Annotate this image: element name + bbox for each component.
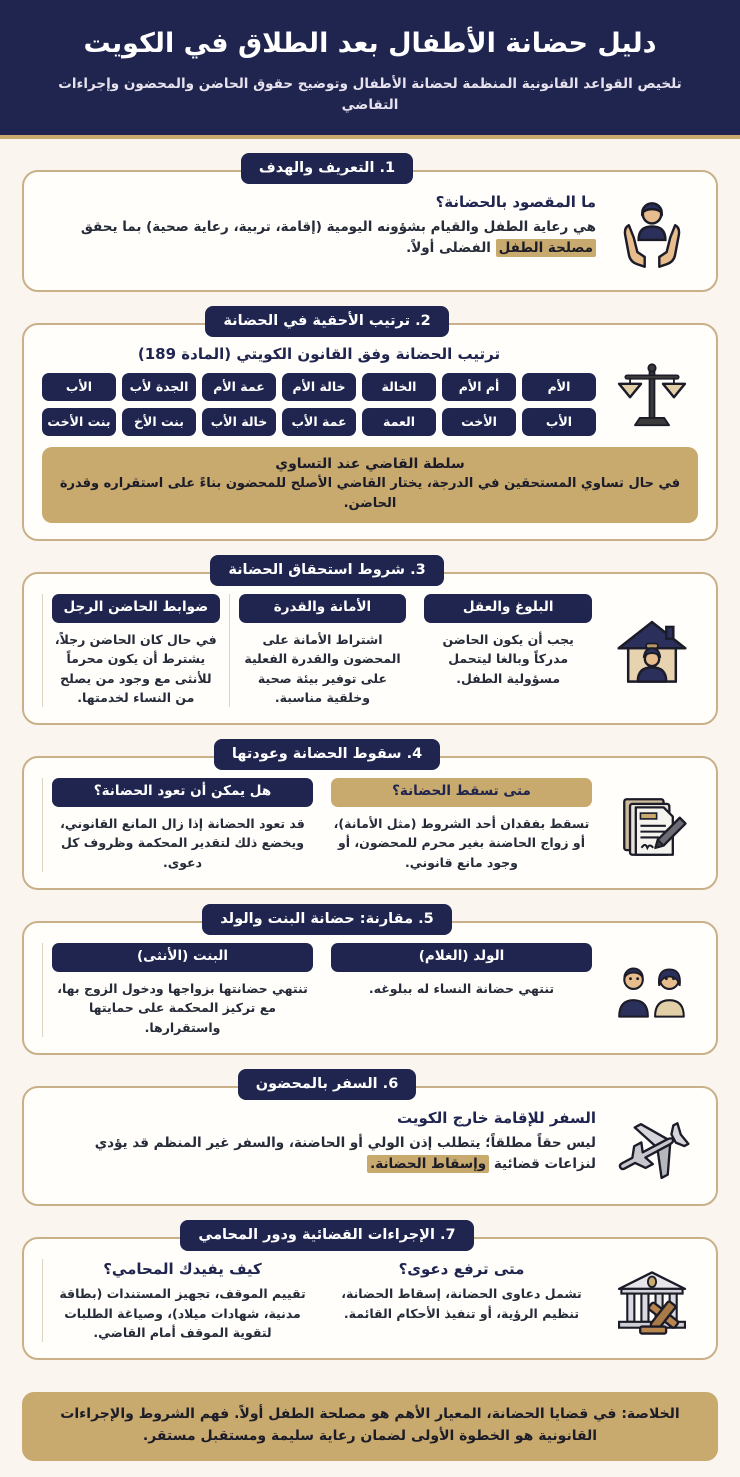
rank-chip: الخالة [362, 373, 436, 401]
rank-chip: العمة [362, 408, 436, 436]
rank-chip: الأب [522, 408, 596, 436]
section-header-comparison [22, 904, 718, 935]
courthouse-gavel-icon [606, 1259, 698, 1342]
rank-chip: الأخت [442, 408, 516, 436]
procedure-text: تشمل دعاوى الحضانة، إسقاط الحضانة، تنظيم الرؤية، أو تنفيذ الأحكام القائمة. [341, 1286, 582, 1321]
section-header-conditions [22, 555, 718, 586]
procedure-column [322, 1259, 596, 1342]
summary-bold-a: مصلحة الطفل أولاً [239, 1406, 367, 1423]
condition-column [229, 594, 416, 707]
section-procedures [22, 1220, 718, 1360]
condition-column [415, 594, 596, 707]
procedure-heading: متى ترفع دعوى؟ [398, 1260, 525, 1279]
page-header [0, 0, 740, 139]
section-forfeiture [22, 739, 718, 890]
forfeiture-column [322, 778, 596, 872]
forfeiture-text: تسقط بفقدان أحد الشروط (مثل الأمانة)، أو زواج الحاضنة بغير محرم للمحضون، أو وجود مانع قانوني. [333, 816, 590, 870]
judge-authority-title: سلطة القاضي عند التساوي [275, 456, 465, 473]
section-header-forfeiture [22, 739, 718, 770]
condition-text: اشتراط الأمانة على المحضون والقدرة الفعلية على توفير بيئة صحية وخلقية مناسبة. [244, 631, 401, 705]
section-pill-comparison: 5. مقارنة: حضانة البنت والولد [202, 904, 451, 935]
comparison-pill: البنت (الأنثى) [52, 943, 313, 972]
travel-body-pre: ليس حقاً مطلقاً؛ يتطلب إذن الولي أو الحاضنة، والسفر غير المنظم قد يؤدي لنزاعات قضائية [94, 1135, 596, 1172]
comparison-columns [42, 943, 596, 1037]
procedure-heading: كيف يفيدك المحامي؟ [103, 1260, 262, 1279]
section-conditions [22, 555, 718, 725]
forfeiture-pill: متى تسقط الحضانة؟ [331, 778, 592, 807]
rank-chip: عمة الأب [282, 408, 356, 436]
condition-column [42, 594, 229, 707]
section-comparison [22, 904, 718, 1055]
comparison-column [322, 943, 596, 1037]
summary-footer [22, 1392, 718, 1460]
house-with-person-icon [606, 594, 698, 707]
forfeiture-pill: هل يمكن أن تعود الحضانة؟ [52, 778, 313, 807]
judge-authority-box [42, 447, 698, 523]
section-ranking [22, 306, 718, 541]
ranking-chip-row-1 [42, 373, 596, 401]
sections-container [0, 139, 740, 1388]
condition-pill: البلوغ والعقل [424, 594, 592, 623]
section-pill-ranking: 2. ترتيب الأحقية في الحضانة [205, 306, 448, 337]
definition-body-post: الفضلى أولاً. [406, 239, 496, 256]
forfeiture-columns [42, 778, 596, 872]
definition-body [42, 217, 596, 259]
forfeiture-text: قد تعود الحضانة إذا زال المانع القانوني، ويخضع ذلك لتقدير المحكمة وظروف كل دعوى. [60, 816, 305, 870]
section-pill-forfeiture: 4. سقوط الحضانة وعودتها [214, 739, 440, 770]
section-card-travel [22, 1086, 718, 1206]
boy-and-girl-icon [606, 943, 698, 1037]
rank-chip: أم الأم [442, 373, 516, 401]
condition-text: يجب أن يكون الحاضن مدركاً وبالغا ليتحمل مسؤولية الطفل. [442, 631, 574, 686]
condition-text: في حال كان الحاضن رجلاً، يشترط أن يكون محرماً للأنثى مع وجود من يصلح من النساء لخدمتها. [54, 631, 217, 705]
procedure-column [42, 1259, 322, 1342]
summary-text-a: في قضايا الحضانة، المعيار الأهم هو [366, 1406, 622, 1423]
condition-pill: الأمانة والقدرة [239, 594, 407, 623]
rank-chip: خالة الأم [282, 373, 356, 401]
comparison-text: تنتهي حضانتها بزواجها ودخول الزوج بها، مع تركيز المحكمة على حمايتها واستقرارها. [57, 980, 308, 1035]
rank-chip: الأم [522, 373, 596, 401]
judge-authority-text: في حال تساوي المستحقين في الدرجة، يختار القاضي الأصلح للمحضون بناءً على استقراره وقدرة الحاضن. [59, 476, 681, 511]
section-card-comparison [22, 921, 718, 1055]
travel-title: السفر للإقامة خارج الكويت [397, 1109, 596, 1128]
documents-with-pen-icon [606, 778, 698, 872]
comparison-pill: الولد (الغلام) [331, 943, 592, 972]
condition-pill: ضوابط الحاضن الرجل [52, 594, 220, 623]
section-pill-conditions: 3. شروط استحقاق الحضانة [210, 555, 443, 586]
section-header-travel [22, 1069, 718, 1100]
definition-question: ما المقصود بالحضانة؟ [435, 193, 596, 212]
summary-text-b: . فهم الشروط والإجراءات القانونية هو الخطوة الأولى لضمان رعاية سليمة ومستقبل مستقر. [60, 1406, 598, 1445]
section-card-forfeiture [22, 756, 718, 890]
forfeiture-column [42, 778, 322, 872]
section-pill-definition: 1. التعريف والهدف [241, 153, 413, 184]
rank-chip: عمة الأم [202, 373, 276, 401]
section-header-procedures [22, 1220, 718, 1251]
comparison-column [42, 943, 322, 1037]
comparison-text: تنتهي حضانة النساء له ببلوغه. [368, 980, 555, 996]
ranking-subtitle: ترتيب الحضانة وفق القانون الكويتي (المادة 189) [137, 345, 501, 364]
definition-body-pre: هي رعاية الطفل والقيام بشؤونه اليومية (إقامة، تربية، رعاية صحية) بما يحقق [80, 219, 596, 236]
rank-chip: الجدة لأب [122, 373, 196, 401]
conditions-columns [42, 594, 596, 707]
section-header-definition [22, 153, 718, 184]
rank-chip: خالة الأب [202, 408, 276, 436]
procedure-text: تقييم الموقف، تجهيز المستندات (بطاقة مدنية، شهادات ميلاد)، وصياغة الطلبات لتقوية الموقف أمام القاضي. [59, 1286, 306, 1340]
summary-text [40, 1404, 700, 1447]
definition-highlight: مصلحة الطفل [496, 239, 596, 257]
rank-chip: بنت الأخ [122, 408, 196, 436]
section-travel [22, 1069, 718, 1206]
travel-highlight: وإسقاط الحضانة. [367, 1155, 489, 1173]
child-in-hands-icon [606, 192, 698, 274]
scales-of-justice-icon [606, 345, 698, 443]
section-card-procedures [22, 1237, 718, 1360]
procedures-columns [42, 1259, 596, 1342]
travel-body [42, 1133, 596, 1175]
section-card-ranking [22, 323, 718, 541]
section-pill-procedures: 7. الإجراءات القضائية ودور المحامي [180, 1220, 473, 1251]
ranking-chip-row-2 [42, 408, 596, 436]
section-header-ranking [22, 306, 718, 337]
page-subtitle: تلخيص القواعد القانونية المنظمة لحضانة الأطفال وتوضيح حقوق الحاضن والمحضون وإجراءات التقاضي [58, 76, 682, 113]
section-definition [22, 153, 718, 292]
summary-label: الخلاصة: [621, 1406, 680, 1423]
section-card-conditions [22, 572, 718, 725]
section-card-definition [22, 170, 718, 292]
rank-chip: بنت الأخت [42, 408, 116, 436]
airplane-icon [606, 1108, 698, 1188]
page-title: دليل حضانة الأطفال بعد الطلاق في الكويت [83, 28, 657, 59]
rank-chip: الأب [42, 373, 116, 401]
section-pill-travel: 6. السفر بالمحضون [238, 1069, 417, 1100]
